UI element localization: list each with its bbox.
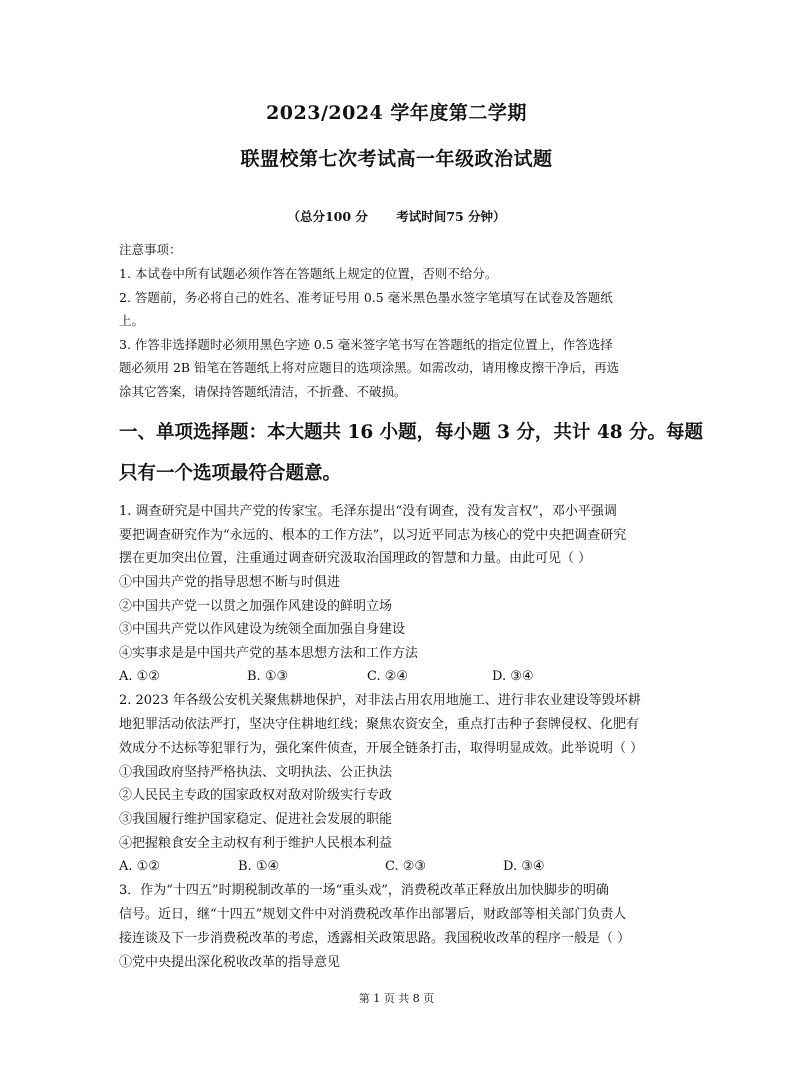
q1-option-a: A. ①② (119, 669, 160, 684)
q3-stem-line1: 3．作为“十四五”时期税制改革的一场“重头戏”，消费税改革正释放出加快脚步的明确 (119, 883, 609, 898)
exam-title-line1: 2023/2024 学年度第二学期 (266, 102, 527, 124)
q1-stem-line1: 1. 调查研究是中国共产党的传家宝。毛泽东提出“没有调查，没有发言权”，邓小平强调 (119, 504, 617, 519)
q2-option-d: D. ③④ (503, 859, 545, 874)
q2-statement-2: ②人民民主专政的国家政权对敌对阶级实行专政 (119, 788, 393, 803)
q2-option-c: C. ②③ (385, 859, 427, 874)
q1-stem-line3: 摆在更加突出位置，注重通过调查研究汲取治国理政的智慧和力量。由此可见（ ） (119, 551, 592, 566)
q2-stem-line3: 效成分不达标等犯罪行为，强化案件侦查，开展全链条打击，取得明显成效。此举说明（ ） (119, 741, 644, 756)
q3-stem-line2: 信号。近日，继“十四五”规划文件中对消费税改革作出部署后，财政部等相关部门负责人 (119, 907, 627, 922)
page-footer: 第 1 页 共 8 页 (358, 992, 435, 1005)
q1-statement-4: ④实事求是是中国共产党的基本思想方法和工作方法 (119, 646, 419, 661)
q2-option-a: A. ①② (119, 859, 160, 874)
notice-item-1: 1. 本试卷中所有试题必须作答在答题纸上规定的位置，否则不给分。 (119, 266, 498, 281)
q2-statement-3: ③我国履行维护国家稳定、促进社会发展的职能 (119, 812, 393, 827)
notice-item-2b: 上。 (119, 313, 145, 328)
section-heading-line2: 只有一个选项最符合题意。 (119, 463, 342, 484)
q1-statement-3: ③中国共产党以作风建设为统领全面加强自身建设 (119, 622, 406, 637)
notice-item-3c: 涂其它答案，请保持答题纸清洁，不折叠、不破损。 (119, 384, 407, 399)
q3-stem-line3: 接连谈及下一步消费税改革的考虑，透露相关政策思路。我国税收改革的程序一般是（ ） (119, 931, 631, 946)
q1-statement-1: ①中国共产党的指导思想不断与时俱进 (119, 575, 341, 590)
exam-time: 考试时间75 分钟） (396, 209, 506, 224)
exam-info (0, 207, 793, 225)
notice-item-2a: 2. 答题前，务必将自己的姓名、准考证号用 0.5 毫米黑色墨水签字笔填写在试卷及答题纸 (119, 290, 613, 305)
q2-statement-4: ④把握粮食安全主动权有利于维护人民根本利益 (119, 836, 393, 851)
notice-item-3b: 题必须用 2B 铅笔在答题纸上将对应题目的选项涂黑。如需改动，请用橡皮擦干净后，再选 (119, 360, 620, 375)
q2-option-b: B. ①④ (238, 859, 280, 874)
q1-option-c: C. ②④ (367, 669, 409, 684)
total-score: （总分100 分 (287, 209, 368, 224)
q1-statement-2: ②中国共产党一以贯之加强作风建设的鲜明立场 (119, 599, 393, 614)
q2-stem-line2: 地犯罪活动依法严打，坚决守住耕地红线；聚焦农资安全，重点打击种子套牌侵权、化肥有 (119, 717, 640, 732)
notice-heading: 注意事项： (119, 242, 182, 257)
section-heading-line1: 一、单项选择题：本大题共 16 小题，每小题 3 分，共计 48 分。每题 (119, 422, 704, 443)
q3-statement-1: ①党中央提出深化税收改革的指导意见 (119, 955, 341, 970)
q1-option-d: D. ③④ (492, 669, 534, 684)
q2-stem-line1: 2. 2023 年各级公安机关聚焦耕地保护，对非法占用农用地施工、进行非农业建设等毁坏耕 (119, 693, 641, 708)
q1-stem-line2: 要把调查研究作为“永远的、根本的工作方法”，以习近平同志为核心的党中央把调查研究 (119, 528, 627, 543)
q2-statement-1: ①我国政府坚持严格执法、文明执法、公正执法 (119, 765, 393, 780)
notice-item-3a: 3. 作答非选择题时必须用黑色字迹 0.5 毫米签字笔书写在答题纸的指定位置上，作答选择 (119, 337, 613, 352)
q1-option-b: B. ①③ (247, 669, 289, 684)
exam-title-line2: 联盟校第七次考试高一年级政治试题 (240, 148, 553, 170)
